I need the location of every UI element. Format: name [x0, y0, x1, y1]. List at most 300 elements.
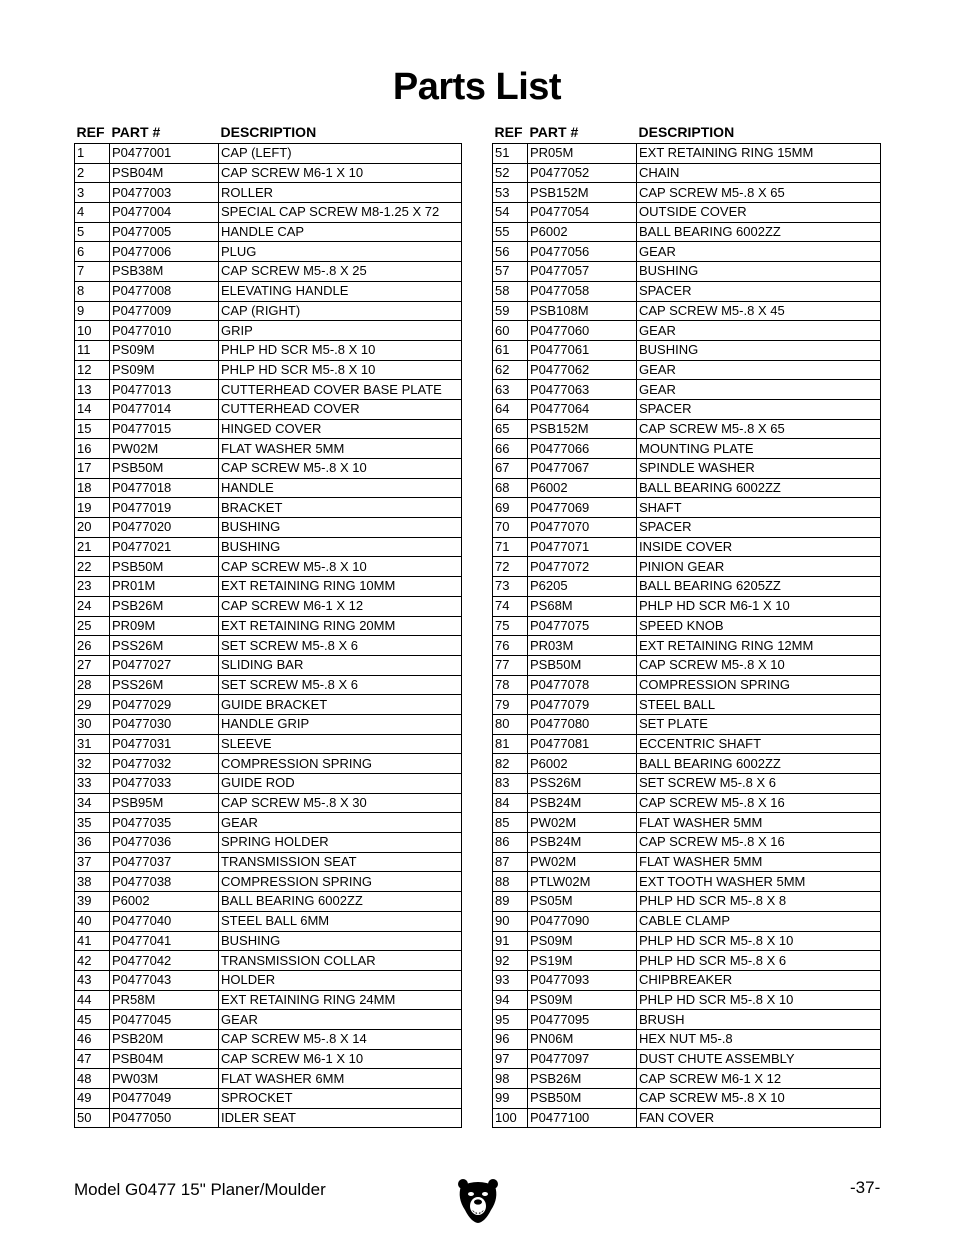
- cell-part-number: PSB152M: [528, 419, 637, 439]
- cell-part-number: P0477057: [528, 262, 637, 282]
- table-row: [75, 557, 462, 577]
- cell-part-number: P0477052: [528, 163, 637, 183]
- cell-ref: 41: [75, 931, 110, 951]
- grizzly-bear-head-icon: [457, 1176, 499, 1224]
- cell-description: SPINDLE WASHER: [637, 459, 881, 479]
- cell-part-number: PR01M: [110, 577, 219, 597]
- cell-description: FLAT WASHER 6MM: [219, 1069, 462, 1089]
- cell-part-number: P0477031: [110, 734, 219, 754]
- cell-ref: 67: [493, 459, 528, 479]
- table-row: [493, 1069, 881, 1089]
- cell-part-number: P0477032: [110, 754, 219, 774]
- table-row: [75, 970, 462, 990]
- table-row: [75, 734, 462, 754]
- cell-description: INSIDE COVER: [637, 537, 881, 557]
- table-row: [75, 537, 462, 557]
- table-row: [75, 459, 462, 479]
- table-row: [493, 675, 881, 695]
- cell-part-number: P0477004: [110, 203, 219, 223]
- cell-description: CAP SCREW M6-1 X 12: [219, 596, 462, 616]
- cell-ref: 71: [493, 537, 528, 557]
- cell-part-number: P0477079: [528, 695, 637, 715]
- cell-ref: 84: [493, 793, 528, 813]
- cell-ref: 26: [75, 636, 110, 656]
- cell-ref: 21: [75, 537, 110, 557]
- table-row: [493, 459, 881, 479]
- cell-part-number: P0477018: [110, 478, 219, 498]
- cell-part-number: P6002: [110, 892, 219, 912]
- table-row: [493, 222, 881, 242]
- table-row: [75, 340, 462, 360]
- table-row: [75, 655, 462, 675]
- cell-description: DUST CHUTE ASSEMBLY: [637, 1049, 881, 1069]
- table-row: [75, 714, 462, 734]
- cell-ref: 79: [493, 695, 528, 715]
- cell-ref: 40: [75, 911, 110, 931]
- cell-part-number: PS19M: [528, 951, 637, 971]
- cell-part-number: P0477014: [110, 399, 219, 419]
- cell-ref: 48: [75, 1069, 110, 1089]
- cell-description: SPACER: [637, 281, 881, 301]
- cell-ref: 27: [75, 655, 110, 675]
- table-row: [75, 1069, 462, 1089]
- cell-description: EXT TOOTH WASHER 5MM: [637, 872, 881, 892]
- cell-description: CAP SCREW M6-1 X 12: [637, 1069, 881, 1089]
- cell-description: CAP (RIGHT): [219, 301, 462, 321]
- cell-description: BALL BEARING 6002ZZ: [637, 222, 881, 242]
- cell-description: STEEL BALL: [637, 695, 881, 715]
- cell-part-number: P0477075: [528, 616, 637, 636]
- cell-description: HANDLE CAP: [219, 222, 462, 242]
- table-row: [75, 911, 462, 931]
- cell-description: PHLP HD SCR M5-.8 X 10: [637, 990, 881, 1010]
- cell-ref: 54: [493, 203, 528, 223]
- cell-ref: 77: [493, 655, 528, 675]
- cell-part-number: P6205: [528, 577, 637, 597]
- cell-ref: 78: [493, 675, 528, 695]
- cell-part-number: PR58M: [110, 990, 219, 1010]
- cell-part-number: P0477033: [110, 774, 219, 794]
- cell-part-number: P0477009: [110, 301, 219, 321]
- cell-part-number: P0477066: [528, 439, 637, 459]
- table-row: [493, 478, 881, 498]
- table-row: [75, 813, 462, 833]
- cell-ref: 61: [493, 340, 528, 360]
- cell-part-number: PSS26M: [110, 675, 219, 695]
- cell-description: BUSHING: [219, 931, 462, 951]
- cell-description: CAP SCREW M5-.8 X 16: [637, 833, 881, 853]
- table-row: [75, 774, 462, 794]
- cell-description: CAP SCREW M5-.8 X 45: [637, 301, 881, 321]
- cell-ref: 60: [493, 321, 528, 341]
- cell-part-number: PN06M: [528, 1029, 637, 1049]
- page-number: -37-: [850, 1178, 881, 1197]
- cell-description: GUIDE BRACKET: [219, 695, 462, 715]
- cell-description: EXT RETAINING RING 10MM: [219, 577, 462, 597]
- cell-description: CAP SCREW M5-.8 X 10: [637, 1089, 881, 1109]
- cell-description: PHLP HD SCR M5-.8 X 6: [637, 951, 881, 971]
- table-row: [75, 990, 462, 1010]
- cell-description: SPROCKET: [219, 1089, 462, 1109]
- table-row: [493, 1049, 881, 1069]
- cell-description: SPECIAL CAP SCREW M8-1.25 X 72: [219, 203, 462, 223]
- cell-description: GEAR: [219, 1010, 462, 1030]
- table-row: [75, 852, 462, 872]
- cell-description: EXT RETAINING RING 20MM: [219, 616, 462, 636]
- table-row: [493, 537, 881, 557]
- cell-ref: 72: [493, 557, 528, 577]
- cell-description: TRANSMISSION COLLAR: [219, 951, 462, 971]
- table-row: [493, 163, 881, 183]
- cell-part-number: P0477045: [110, 1010, 219, 1030]
- cell-ref: 45: [75, 1010, 110, 1030]
- cell-part-number: P0477021: [110, 537, 219, 557]
- cell-description: BALL BEARING 6002ZZ: [637, 754, 881, 774]
- cell-part-number: P0477050: [110, 1108, 219, 1128]
- cell-description: SET SCREW M5-.8 X 6: [219, 675, 462, 695]
- table-row: [75, 498, 462, 518]
- cell-part-number: P0477035: [110, 813, 219, 833]
- cell-description: EXT RETAINING RING 12MM: [637, 636, 881, 656]
- table-row: [75, 242, 462, 262]
- table-row: [493, 833, 881, 853]
- table-row: [493, 734, 881, 754]
- cell-ref: 15: [75, 419, 110, 439]
- table-row: [75, 695, 462, 715]
- table-row: [493, 321, 881, 341]
- table-row: [493, 340, 881, 360]
- cell-ref: 51: [493, 144, 528, 164]
- cell-part-number: P0477080: [528, 714, 637, 734]
- table-row: [493, 301, 881, 321]
- table-row: [493, 596, 881, 616]
- cell-part-number: P0477063: [528, 380, 637, 400]
- cell-ref: 75: [493, 616, 528, 636]
- cell-ref: 89: [493, 892, 528, 912]
- cell-ref: 82: [493, 754, 528, 774]
- cell-part-number: P0477008: [110, 281, 219, 301]
- cell-description: FLAT WASHER 5MM: [637, 852, 881, 872]
- table-row: [493, 1089, 881, 1109]
- cell-part-number: PSS26M: [528, 774, 637, 794]
- table-row: [493, 262, 881, 282]
- table-row: [493, 498, 881, 518]
- table-header-row: [493, 124, 881, 144]
- column-header-part: PART #: [529, 124, 579, 140]
- cell-description: SET SCREW M5-.8 X 6: [637, 774, 881, 794]
- cell-description: CAP SCREW M5-.8 X 16: [637, 793, 881, 813]
- cell-description: BALL BEARING 6002ZZ: [219, 892, 462, 912]
- cell-description: HANDLE GRIP: [219, 714, 462, 734]
- cell-description: CUTTERHEAD COVER: [219, 399, 462, 419]
- column-header-description: DESCRIPTION: [638, 124, 735, 140]
- cell-description: CAP SCREW M5-.8 X 14: [219, 1029, 462, 1049]
- cell-part-number: P0477097: [528, 1049, 637, 1069]
- cell-ref: 88: [493, 872, 528, 892]
- cell-ref: 87: [493, 852, 528, 872]
- cell-description: EXT RETAINING RING 15MM: [637, 144, 881, 164]
- table-row: [75, 419, 462, 439]
- table-row: [75, 931, 462, 951]
- cell-part-number: P0477070: [528, 518, 637, 538]
- cell-ref: 53: [493, 183, 528, 203]
- table-row: [493, 852, 881, 872]
- page-title: Parts List: [392, 66, 562, 108]
- cell-part-number: P0477043: [110, 970, 219, 990]
- cell-part-number: P0477013: [110, 380, 219, 400]
- cell-ref: 33: [75, 774, 110, 794]
- cell-description: COMPRESSION SPRING: [637, 675, 881, 695]
- table-row: [75, 360, 462, 380]
- table-row: [493, 557, 881, 577]
- cell-description: FAN COVER: [637, 1108, 881, 1128]
- cell-part-number: P0477072: [528, 557, 637, 577]
- cell-ref: 18: [75, 478, 110, 498]
- cell-part-number: PSB04M: [110, 163, 219, 183]
- cell-description: CAP SCREW M5-.8 X 25: [219, 262, 462, 282]
- table-row: [75, 892, 462, 912]
- cell-ref: 63: [493, 380, 528, 400]
- cell-part-number: PS09M: [110, 340, 219, 360]
- cell-part-number: P0477090: [528, 911, 637, 931]
- table-row: [75, 183, 462, 203]
- table-row: [493, 518, 881, 538]
- cell-ref: 85: [493, 813, 528, 833]
- table-row: [493, 911, 881, 931]
- cell-ref: 80: [493, 714, 528, 734]
- cell-ref: 25: [75, 616, 110, 636]
- table-row: [75, 1029, 462, 1049]
- cell-description: CUTTERHEAD COVER BASE PLATE: [219, 380, 462, 400]
- cell-description: GEAR: [637, 360, 881, 380]
- cell-ref: 19: [75, 498, 110, 518]
- cell-ref: 31: [75, 734, 110, 754]
- table-row: [75, 399, 462, 419]
- cell-ref: 11: [75, 340, 110, 360]
- parts-table-left-column: [74, 124, 462, 1128]
- cell-part-number: PS68M: [528, 596, 637, 616]
- cell-ref: 12: [75, 360, 110, 380]
- cell-part-number: P0477058: [528, 281, 637, 301]
- table-row: [493, 931, 881, 951]
- cell-part-number: P0477069: [528, 498, 637, 518]
- cell-ref: 20: [75, 518, 110, 538]
- cell-ref: 93: [493, 970, 528, 990]
- cell-ref: 6: [75, 242, 110, 262]
- table-row: [75, 675, 462, 695]
- cell-ref: 57: [493, 262, 528, 282]
- table-row: [493, 1010, 881, 1030]
- cell-part-number: PS09M: [110, 360, 219, 380]
- cell-part-number: P0477095: [528, 1010, 637, 1030]
- cell-description: GEAR: [637, 380, 881, 400]
- cell-ref: 46: [75, 1029, 110, 1049]
- cell-ref: 92: [493, 951, 528, 971]
- cell-ref: 23: [75, 577, 110, 597]
- cell-description: MOUNTING PLATE: [637, 439, 881, 459]
- table-row: [493, 1029, 881, 1049]
- table-row: [493, 655, 881, 675]
- cell-ref: 35: [75, 813, 110, 833]
- cell-ref: 22: [75, 557, 110, 577]
- cell-description: ECCENTRIC SHAFT: [637, 734, 881, 754]
- cell-part-number: PSB95M: [110, 793, 219, 813]
- cell-ref: 47: [75, 1049, 110, 1069]
- cell-ref: 42: [75, 951, 110, 971]
- table-row: [493, 380, 881, 400]
- cell-description: PINION GEAR: [637, 557, 881, 577]
- cell-ref: 96: [493, 1029, 528, 1049]
- table-row: [493, 754, 881, 774]
- cell-part-number: P0477001: [110, 144, 219, 164]
- cell-part-number: PSB152M: [528, 183, 637, 203]
- cell-description: SPACER: [637, 518, 881, 538]
- cell-part-number: PW03M: [110, 1069, 219, 1089]
- cell-description: PHLP HD SCR M5-.8 X 10: [637, 931, 881, 951]
- footer-model-name: Model G0477 15" Planer/Moulder: [74, 1180, 326, 1199]
- cell-part-number: P0477010: [110, 321, 219, 341]
- table-row: [75, 1010, 462, 1030]
- table-row: [493, 281, 881, 301]
- cell-part-number: P0477067: [528, 459, 637, 479]
- cell-part-number: PR05M: [528, 144, 637, 164]
- cell-ref: 17: [75, 459, 110, 479]
- table-row: [493, 951, 881, 971]
- cell-description: PHLP HD SCR M5-.8 X 8: [637, 892, 881, 912]
- cell-description: CABLE CLAMP: [637, 911, 881, 931]
- cell-description: COMPRESSION SPRING: [219, 872, 462, 892]
- cell-part-number: PSB26M: [110, 596, 219, 616]
- table-row: [493, 577, 881, 597]
- table-row: [75, 203, 462, 223]
- table-header-row: [75, 124, 462, 144]
- cell-description: STEEL BALL 6MM: [219, 911, 462, 931]
- cell-ref: 29: [75, 695, 110, 715]
- cell-description: BUSHING: [637, 262, 881, 282]
- cell-description: HOLDER: [219, 970, 462, 990]
- cell-ref: 13: [75, 380, 110, 400]
- cell-ref: 9: [75, 301, 110, 321]
- cell-description: CAP SCREW M6-1 X 10: [219, 163, 462, 183]
- table-row: [75, 478, 462, 498]
- table-row: [75, 1089, 462, 1109]
- cell-description: SPRING HOLDER: [219, 833, 462, 853]
- cell-part-number: PW02M: [110, 439, 219, 459]
- table-row: [75, 1049, 462, 1069]
- cell-part-number: PSB24M: [528, 833, 637, 853]
- cell-description: SPEED KNOB: [637, 616, 881, 636]
- table-row: [493, 183, 881, 203]
- cell-ref: 83: [493, 774, 528, 794]
- table-row: [75, 321, 462, 341]
- cell-description: BALL BEARING 6205ZZ: [637, 577, 881, 597]
- parts-table-right: [492, 124, 881, 1128]
- cell-part-number: PSB38M: [110, 262, 219, 282]
- table-row: [493, 242, 881, 262]
- table-row: [75, 833, 462, 853]
- cell-ref: 50: [75, 1108, 110, 1128]
- table-row: [493, 774, 881, 794]
- cell-part-number: P0477042: [110, 951, 219, 971]
- table-row: [75, 518, 462, 538]
- cell-ref: 58: [493, 281, 528, 301]
- column-header-ref: REF: [76, 124, 105, 140]
- cell-part-number: P0477061: [528, 340, 637, 360]
- cell-ref: 3: [75, 183, 110, 203]
- cell-part-number: P0477006: [110, 242, 219, 262]
- table-row: [493, 872, 881, 892]
- cell-description: CAP SCREW M6-1 X 10: [219, 1049, 462, 1069]
- cell-ref: 100: [493, 1108, 528, 1128]
- cell-ref: 7: [75, 262, 110, 282]
- table-row: [493, 793, 881, 813]
- cell-ref: 10: [75, 321, 110, 341]
- table-row: [493, 439, 881, 459]
- cell-ref: 94: [493, 990, 528, 1010]
- cell-ref: 99: [493, 1089, 528, 1109]
- table-row: [493, 616, 881, 636]
- cell-description: FLAT WASHER 5MM: [219, 439, 462, 459]
- cell-description: SET SCREW M5-.8 X 6: [219, 636, 462, 656]
- cell-ref: 5: [75, 222, 110, 242]
- cell-part-number: P0477036: [110, 833, 219, 853]
- cell-part-number: P0477015: [110, 419, 219, 439]
- cell-ref: 56: [493, 242, 528, 262]
- cell-description: CAP (LEFT): [219, 144, 462, 164]
- cell-description: FLAT WASHER 5MM: [637, 813, 881, 833]
- cell-ref: 59: [493, 301, 528, 321]
- cell-description: CAP SCREW M5-.8 X 65: [637, 419, 881, 439]
- cell-ref: 62: [493, 360, 528, 380]
- cell-ref: 28: [75, 675, 110, 695]
- table-row: [493, 1108, 881, 1128]
- cell-ref: 24: [75, 596, 110, 616]
- cell-part-number: P0477056: [528, 242, 637, 262]
- cell-part-number: P0477064: [528, 399, 637, 419]
- table-row: [493, 636, 881, 656]
- table-row: [75, 577, 462, 597]
- cell-description: GEAR: [637, 242, 881, 262]
- cell-description: CAP SCREW M5-.8 X 10: [219, 459, 462, 479]
- cell-ref: 36: [75, 833, 110, 853]
- cell-ref: 39: [75, 892, 110, 912]
- cell-description: CHIPBREAKER: [637, 970, 881, 990]
- table-row: [75, 301, 462, 321]
- table-row: [75, 1108, 462, 1128]
- cell-part-number: P6002: [528, 754, 637, 774]
- cell-ref: 37: [75, 852, 110, 872]
- cell-part-number: P0477027: [110, 655, 219, 675]
- table-row: [493, 419, 881, 439]
- cell-part-number: P0477062: [528, 360, 637, 380]
- cell-part-number: P0477038: [110, 872, 219, 892]
- cell-part-number: PS05M: [528, 892, 637, 912]
- cell-part-number: PSB04M: [110, 1049, 219, 1069]
- cell-part-number: P0477093: [528, 970, 637, 990]
- table-row: [493, 360, 881, 380]
- table-row: [493, 813, 881, 833]
- table-row: [75, 163, 462, 183]
- cell-ref: 68: [493, 478, 528, 498]
- cell-part-number: PR03M: [528, 636, 637, 656]
- cell-description: PLUG: [219, 242, 462, 262]
- cell-ref: 34: [75, 793, 110, 813]
- cell-description: OUTSIDE COVER: [637, 203, 881, 223]
- table-row: [75, 616, 462, 636]
- cell-part-number: P0477019: [110, 498, 219, 518]
- cell-ref: 4: [75, 203, 110, 223]
- table-row: [75, 380, 462, 400]
